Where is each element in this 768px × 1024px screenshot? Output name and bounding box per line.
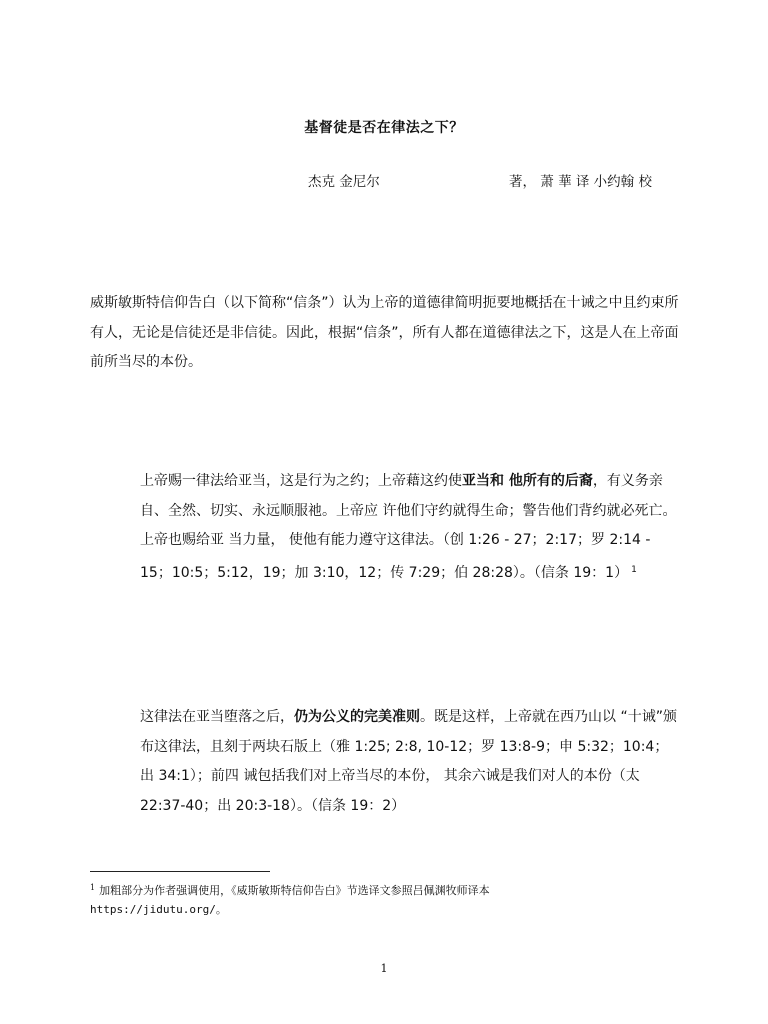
- quote-1-text-c: ，有义务亲自、全然、切实、永远顺服祂。上帝应 许他们守约就得生命；警告他们背约就必死亡。 上帝也赐给亚 当力量， 使他有能力遵守这律法。（创 1:26 - 27；2:17；罗 2:14 - 15；10:5；5:12，19；加 3:10，12；传 7:29；伯 28:28）。（信条 19：1）: [140, 473, 677, 581]
- quote-paragraph-2: [140, 703, 680, 821]
- footnote-end: 。: [215, 903, 227, 916]
- intro-paragraph: 威斯敏斯特信仰告白（以下简称“信条”）认为上帝的道德律简明扼要地概括在十诫之中且约束所有人，无论是信徒还是非信徒。因此，根据“信条”，所有人都在道德律法之下，这是人在上帝面前所当尽的本份。: [90, 295, 679, 370]
- quote-2-text-c: 。既是这样，上帝就在西乃山以 “十诫”颁布这律法，且刻于两块石版上（雅 1:25; 2:8, 10-12；罗 13:8-9；申 5:32；10:4；出 34:1）；前四 诫包括我们对上帝当尽的本份， 其余六诫是我们对人的本份（太 22:37-40；出 20:3-18）。（信条 19：2）: [140, 709, 677, 814]
- footnote-text: 加粗部分为作者强调使用，《威斯敏斯特信仰告白》节选译文参照吕佩渊牧师译本: [99, 884, 490, 897]
- document-title: 基督徒是否在律法之下？: [304, 120, 464, 136]
- quote-2-text-a: 这律法在亚当堕落之后，: [140, 709, 294, 725]
- quote-2-bold: 仍为公义的完美准则: [294, 709, 420, 725]
- author-name: 杰克 金尼尔: [308, 174, 380, 190]
- page-number: 1: [380, 962, 388, 975]
- footnote: [90, 878, 690, 919]
- footnote-divider: [90, 871, 270, 872]
- quote-1-bold: 亚当和 他所有的后裔: [462, 473, 593, 489]
- footnote-number: 1: [90, 883, 96, 892]
- footnote-reference[interactable]: 1: [631, 564, 637, 575]
- quote-paragraph-1: [140, 467, 680, 588]
- footnote-url[interactable]: https://jidutu.org/: [90, 903, 216, 916]
- quote-1-text-a: 上帝赐一律法给亚当，这是行为之约；上帝藉这约使: [140, 473, 462, 489]
- translator-line: 著， 萧 華 译 小约翰 校: [509, 174, 652, 190]
